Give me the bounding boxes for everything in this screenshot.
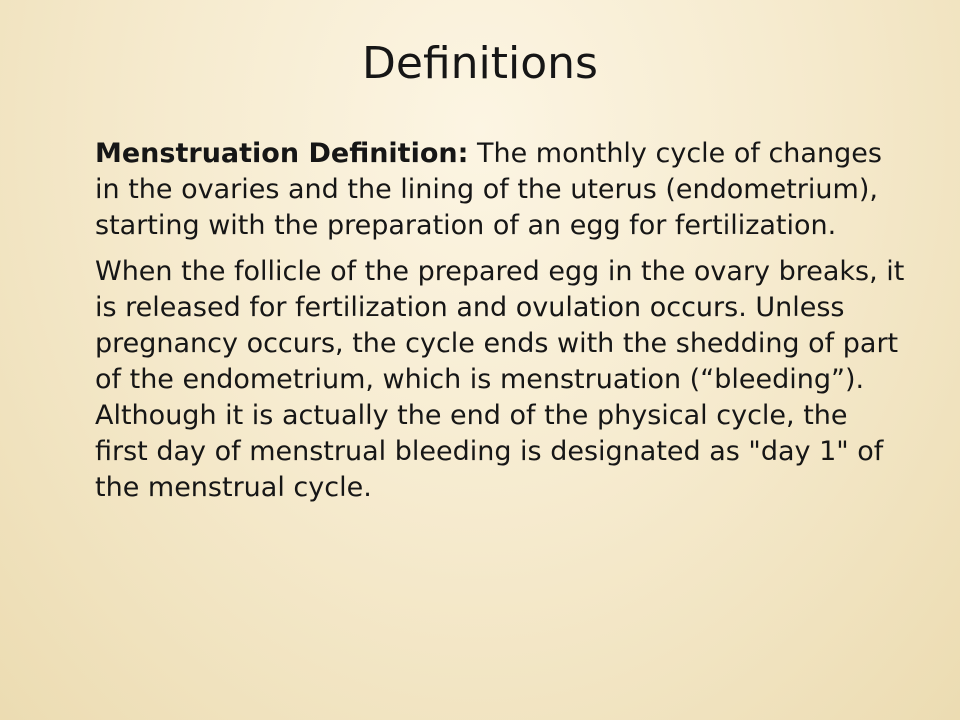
definition-text: The monthly cycle of changes in the ovaries and the lining of the uterus (endometrium), starting with the preparation of an egg for fertilization.: [95, 138, 882, 241]
slide-body: [95, 136, 905, 506]
definition-paragraph: [95, 136, 905, 244]
slide-title: Definitions: [362, 38, 598, 89]
explanation-paragraph: When the follicle of the prepared egg in the ovary breaks, it is released for fertilization and ovulation occurs. Unless pregnancy occurs, the cycle ends with the shedding of part of the endometrium, which is menstruation (“bleeding”). Although it is actually the end of the physical cycle, the first day of menstrual bleeding is designated as "day 1" of the menstrual cycle.: [95, 256, 905, 503]
definition-term: Menstruation Definition:: [95, 138, 469, 169]
